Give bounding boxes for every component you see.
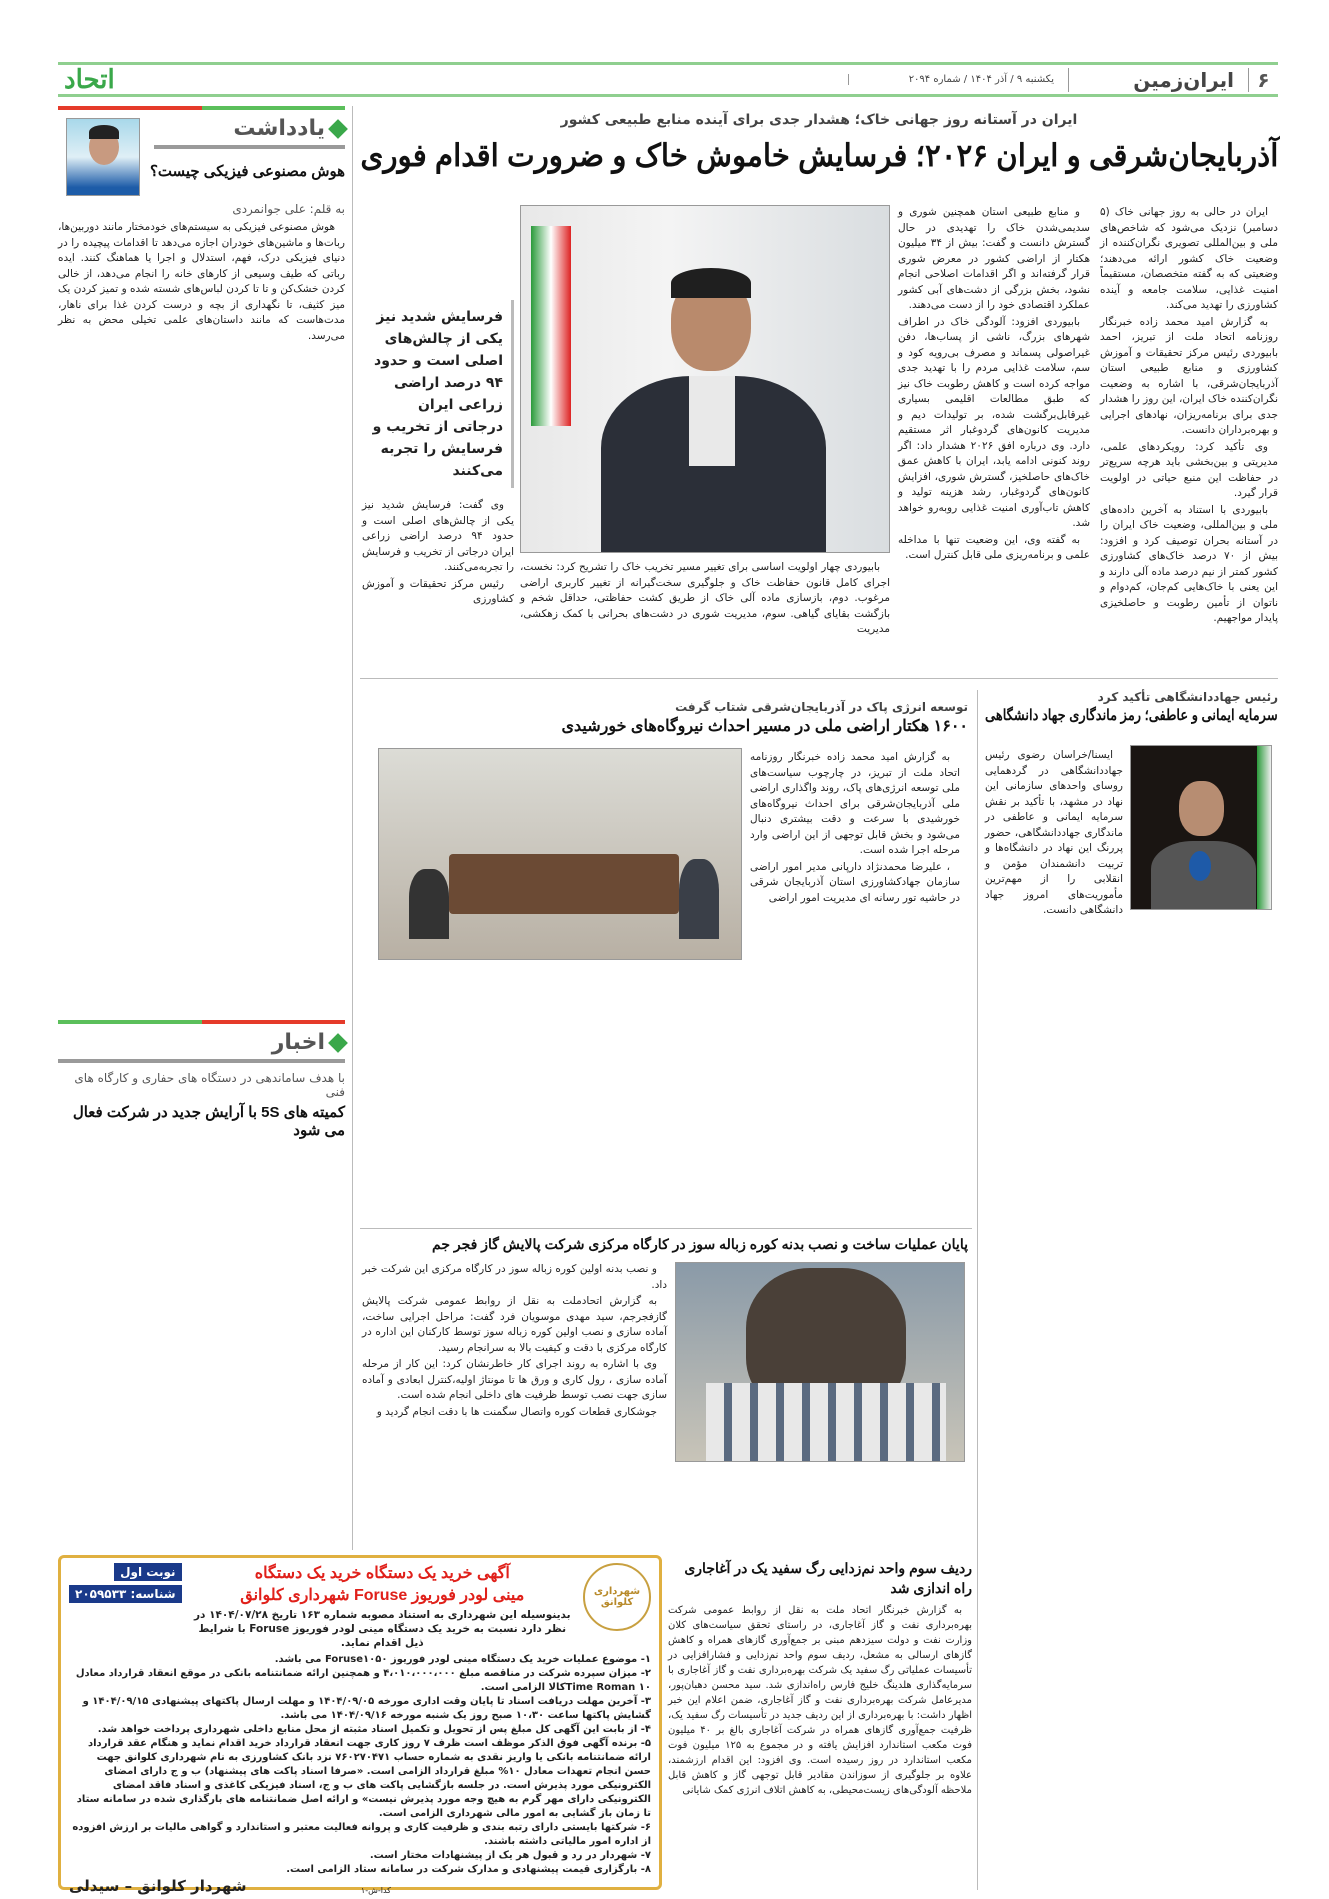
ad-title-line1-box [188, 1563, 577, 1583]
main-article-left-column [362, 300, 514, 609]
jahad-article [985, 690, 1278, 724]
radif-headline: ردیف سوم واحد نم‌زدایی رگ سفید یک در آغاجاری راه اندازی شد [684, 1560, 972, 1596]
main-headline-box [360, 138, 1278, 174]
main-article-column-1 [1100, 205, 1278, 628]
paragraph: و نصب بدنه اولین کوره زباله سوز در کارگاه مرکزی این شرکت خبر داد. [362, 1263, 667, 1291]
note-title: هوش مصنوعی فیزیکی چیست؟ [149, 163, 345, 180]
ad-item: ۱- موضوع عملیات خرید یک دستگاه مینی لودر فوریوز Foruse۱۰۵۰ می باشد. [274, 1654, 651, 1665]
municipality-logo: شهرداری کلوانق [583, 1563, 651, 1631]
ad-item: ۸- بارگزاری قیمت پیشنهادی و مدارک شرکت در سامانه ستاد الزامی است. [286, 1864, 651, 1875]
news-section [58, 1020, 345, 1139]
ad-item: ۲- میزان سپرده شرکت در مناقصه مبلغ ۴،۰۱۰،۰۰۰،۰۰۰ و همچنین ارائه ضمانتنامه بانکی در موقع انعقاد قرارداد معادل Time Roman ۱۰کالا الزامی است. [75, 1668, 651, 1693]
header-bottom-rule [58, 94, 1278, 97]
ad-signature: شهردار کلوانق – سیدلی [69, 1877, 247, 1895]
diamond-icon [328, 119, 348, 139]
ad-title-line2-box [188, 1585, 577, 1605]
news-headline: کمیته های 5S با آرایش جدید در شرکت فعال می شود [72, 1104, 345, 1139]
solar-headline-box [362, 716, 968, 736]
pull-quote: فرسایش شدید نیز یکی از چالش‌های اصلی است و حدود ۹۴ درصد اراضی زراعی ایران درجاتی از تخریب و فرسایش را تجربه می‌کنند [362, 300, 514, 488]
ad-item: ۶- شرکتها بایستی دارای رتبه بندی و ظرفیت کاری و پروانه فعالیت معتبر و استاندارد و گواهی مالیات بر ارزش افزوده از اداره امور مالیاتی داشته باشند. [72, 1822, 651, 1847]
section-label: اخبار [271, 1030, 325, 1055]
paragraph: بابیوردی چهار اولویت اساسی برای تغییر مسیر تخریب خاک را تشریح کرد: نخست، اجرای کامل قانون حفاظت خاک و جلوگیری سخت‌گیرانه از تغییر کاربری اراضی مرغوب. دوم، بازسازی ماده آلی خاک از طریق کشت حفاظتی، حداقل شخم و بازگشت بقایای گیاهی. سوم، مدیریت شوری در دشت‌های بحرانی با کمک زهکشی، مدیریت [520, 561, 890, 635]
news-kicker: با هدف ساماندهی در دستگاه های حفاری و کارگاه های فنی [74, 1071, 345, 1099]
section-title: ایران‌زمین [1068, 68, 1248, 92]
paragraph: و منابع طبیعی استان همچنین شوری و سدیمی‌شدن خاک را تهدیدی در حال گسترش دانست و گفت: بیش از ۳۴ میلیون هکتار از اراضی کشور در معرض شوری قرار گرفته‌اند و اگر اقدامات اصلاحی انجام نشود، بخش بزرگی از دشت‌های آبی کشور عملکرد اقتصادی خود را از دست می‌دهند. [898, 206, 1090, 311]
paragraph: بابیوردی افزود: آلودگی خاک در اطراف شهرهای بزرگ، ناشی از پساب‌ها، دفن غیراصولی پسماند و مصرف بی‌رویه کود و سم، سلامت غذایی مردم را با تهدید جدی مواجه کرده است و کاهش رطوبت خاک نیز که طبق مطالعات اقلیمی بسیاری غیرقابل‌برگشت شده، بر تولیدات دیم و مدیریت کانون‌های گردوغبار اثر مستقیم دارد. وی درباره افق ۲۰۲۶ هشدار داد: اگر روند کنونی ادامه یابد، ایران با کاهش عمق خاک‌های حاصلخیز، گسترش شوری، افزایش کانون‌های گردوغبار، رشد هزینه تولید و کاهش تاب‌آوری امنیت غذایی روبه‌رو خواهد شد. [898, 315, 1090, 529]
section-color-bar [58, 1020, 345, 1024]
ad-title-line1: آگهی خرید یک دستگاه خرید یک دستگاه [254, 1565, 510, 1582]
section-divider [360, 678, 1278, 679]
ad-item: ۷- شهردار در رد و قبول هر یک از پیشنهادات مختار است. [369, 1850, 651, 1861]
paragraph: به گزارش اتحادملت به نقل از روابط عمومی شرکت پالایش گازفجرجم، سید مهدی موسویان فرد گفت: مراحل اجرایی ساخت، آماده سازی و نصب اولین کوره زباله سوز توسط کارکنان این اداره در کارگاه مرکزی با دقت و کیفیت بالا به سرانجام رسید. [362, 1295, 667, 1354]
solar-body [750, 750, 960, 907]
jahad-body [985, 748, 1123, 920]
note-section [58, 106, 345, 345]
paragraph: ، علیرضا محمدنژاد دارپانی مدیر امور اراضی سازمان جهادکشاورزی استان آذربایجان شرقی در حاشیه تور رسانه ای مدیریت امور اراضی [750, 860, 960, 904]
ad-intro: بدینوسیله این شهرداری به استناد مصوبه شماره ۱۶۳ تاریخ ۱۴۰۴/۰۷/۲۸ در نظر دارد نسبت به خرید یک دستگاه مینی لودر فوریوز Foruse با شرایط ذیل اقدام نماید. [193, 1609, 571, 1649]
author-photo [66, 118, 140, 196]
paragraph: وی تأکید کرد: رویکردهای علمی، مدیریتی و بین‌بخشی باید هرچه سریع‌تر در حفاظت این منبع حیاتی در اولویت قرار گیرد. [1100, 440, 1278, 499]
main-headline: آذربایجان‌شرقی و ایران ۲۰۲۶؛ فرسایش خاموش خاک و ضرورت اقدام فوری [360, 138, 1278, 173]
main-article-column-2 [898, 205, 1090, 565]
note-author: به قلم: علی جوانمردی [232, 202, 345, 216]
column-divider [977, 690, 978, 1890]
paragraph: بابیوردی با استناد به آخرین داده‌های ملی و بین‌المللی، وضعیت خاک ایران را در آستانه بحران توصیف کرد و افزود: بیش از ۷۰ درصد خاک‌های کشاورزی کشور کمتر از نیم درصد ماده آلی دارند و این یعنی با خاک‌هایی کم‌جان، کم‌دوام و ناتوان از تأمین رطوبت و حاصلخیزی پایدار مواجهیم. [1100, 503, 1278, 624]
jahad-headline-box [985, 706, 1278, 724]
radif-article [668, 1558, 972, 1799]
news-section-header [58, 1030, 345, 1063]
ad-item: ۳- آخرین مهلت دریافت اسناد تا پایان وقت اداری مورخه ۱۴۰۴/۰۹/۰۵ و مهلت ارسال پاکتهای پیشنهادی ۱۴۰۴/۰۹/۱۵ و گشایش پاکتها ساعت ۱۰،۳۰ صبح روز یک شنبه مورخه ۱۴۰۴/۰۹/۱۶ می باشد. [82, 1696, 651, 1721]
ad-item: ۴- از بابت این آگهی کل مبلغ پس از تحویل و تکمیل اسناد مثبته از محل منابع داخلی شهرداری پرداخت خواهد شد. [97, 1724, 651, 1735]
paragraph: به گزارش خبرنگار اتحاد ملت به نقل از روابط عمومی شرکت بهره‌برداری نفت و گاز آغاجاری، در راستای تحقق سیاست‌های کلان وزارت نفت و دولت سیزدهم مبنی بر جمع‌آوری گازهای همراه و کاهش گازهای ارسالی به مشعل، ردیف سوم واحد نم‌زدایی و فشارافزایی در تأسیسات عملیاتی رگ سفید یک شرکت بهره‌برداری نفت و گاز آغاجاری با سرمایه‌گذاری هلدینگ خلیج فارس راه‌اندازی شد. سید محسن دهبان‌پور، مدیرعامل شرکت بهره‌برداری نفت و گاز آغاجاری، ضمن اعلام این خبر اظهار داشت: با بهره‌برداری از این ردیف جدید در تأسیسات رگ سفید یک، ظرفیت جمع‌آوری گازهای همراه در شرکت آغاجاری بالغ بر ۴۰ میلیون فوت مکعب استاندارد افزایش یافته و در مجموع به ۱۲۵ میلیون فوت مکعب استاندارد در روز رسیده است. وی افزود: این اقدام ارزشمند، علاوه بر جلوگیری از سوزاندن مقادیر قابل توجهی گاز و کاهش قابل ملاحظه آلودگی‌های زیست‌محیطی، به کاهش اتلاف انرژی کمک شایانی [668, 1605, 972, 1796]
jahad-photo [1130, 745, 1272, 910]
gas-furnace-photo [675, 1262, 965, 1462]
paragraph: وی گفت: فرسایش شدید نیز یکی از چالش‌های اصلی است و حدود ۹۴ درصد اراضی زراعی ایران درجاتی از تخریب و فرسایش را تجربه‌می‌کنند. [362, 499, 514, 573]
note-paragraph: هوش مصنوعی فیزیکی به سیستم‌های خودمختار مانند دوربین‌ها، ربات‌ها و ماشین‌های خودران اجازه می‌دهد تا اقدامات پیچیده را در دنیای فیزیکی درک، فهم، استدلال و اجرا یا هماهنگ کنند. ایده رباتی که طیف وسیعی از کارهای خانه را انجام می‌دهد، از خالی کردن خشک‌کن و تا تا کردن لباس‌های شسته شده و تمیز کردن یک میز کثیف، تا نگهداری از بچه و درست کردن غذا برای ناهار، مدت‌هاست که مانند داستان‌های علمی تخیلی محض به نظر می‌رسد. [58, 221, 345, 342]
advertisement [58, 1555, 662, 1895]
gas-body [362, 1262, 667, 1421]
jahad-kicker: رئیس جهاددانشگاهی تأکید کرد [1097, 690, 1278, 704]
main-kicker: ایران در آستانه روز جهانی خاک؛ هشدار جدی برای آینده منابع طبیعی کشور [560, 112, 1078, 128]
main-article [360, 112, 1278, 174]
main-article-photo [520, 205, 890, 553]
ad-id-badge: شناسه: ۲۰۵۹۵۳۳ [69, 1585, 182, 1603]
ad-code: کدا-ش-۱ [360, 1886, 391, 1895]
solar-article [362, 700, 968, 736]
paragraph: ایران در حالی به روز جهانی خاک (۵ دسامبر) نزدیک می‌شود که شاخص‌های ملی و بین‌المللی تصویری نگران‌کننده از وضعیت خاک کشور ارائه می‌دهند؛ وضعیتی که به گفته متخصصان، مستقیماً امنیت غذایی، سلامت جامعه و آینده کشاورزی را تهدید می‌کند. [1100, 206, 1278, 311]
paragraph: به گفته وی، این وضعیت تنها با مداخله علمی و برنامه‌ریزی ملی قابل کنترل است. [898, 533, 1090, 561]
ad-item: ۵- برنده آگهی فوق الذکر موظف است ظرف ۷ روز کاری جهت انعقاد قرارداد خرید اقدام نماید و هنگام عقد قرارداد ارائه ضمانتنامه بانکی یا واریز نقدی به شماره حساب ۷۶۰۲۷۰۴۷۱ نزد بانک کشاورزی به نام شهرداری کلوانق جهت حسن انجام تعهدات معادل ۱۰% مبلغ قرارداد الزامی است. «صرفا اسناد پاکت های پیشنهاد) ب و ج دارای امضای الکترونیکی مورد پذیرش است. در جلسه بازگشایی پاکت های ب و ج، اسناد فیزیکی کاغذی و اسناد فاقد امضای الکترونیکی دارای مهر گرم به هیچ وجه مورد پذیرش نیست» و ارائه اصل ضمانتنامه های بارگذاری شده در سامانه ستاد تا زمان باز گشایی به امور مالی شهرداری الزامی است. [76, 1738, 651, 1819]
gas-headline-box [362, 1236, 968, 1253]
diamond-icon [328, 1033, 348, 1053]
ad-round-badge: نوبت اول [114, 1563, 181, 1581]
paragraph: جوشکاری قطعات کوره واتصال سگمنت ها با دقت انجام گردید و [376, 1405, 657, 1418]
paragraph: وی با اشاره به روند اجرای کار خاطرنشان کرد: این کار از مرحله آماده سازی ، رول کاری و ورق ها تا مونتاژ اولیه،کنترل ابعادی و آماده سازی جهت نصب توسط ظرفیت های داخلی انجام شده است. [362, 1358, 667, 1401]
solar-headline: ۱۶۰۰ هکتار اراضی ملی در مسیر احداث نیروگاه‌های خورشیدی [561, 718, 968, 735]
paragraph: رئیس مرکز تحقیقات و آموزش کشاورزی [362, 577, 514, 605]
solar-kicker: توسعه انرژی پاک در آذربایجان‌شرقی شتاب گرفت [675, 700, 968, 714]
section-divider [360, 1228, 972, 1229]
column-divider [352, 106, 353, 1550]
paragraph: ایسنا/خراسان رضوی رئیس جهاددانشگاهی در گردهمایی روسای واحدهای سازمانی این نهاد در مشهد، با تأکید بر نقش سرمایه ایمانی و عاطفی در ماندگاری جهاددانشگاهی، حضور پررنگ این نهاد در دانشگاه‌ها و تربیت دانشمندان مؤمن و انقلابی را از مهم‌ترین مأموریت‌های امروز جهاد دانشگاهی دانست. [985, 749, 1123, 916]
dateline: یکشنبه ۹ / آذر ۱۴۰۴ / شماره ۲۰۹۴ [848, 74, 1068, 85]
page-number: ۶ [1248, 68, 1278, 92]
paragraph: به گزارش امید محمد زاده خبرنگار روزنامه اتحاد ملت از تبریز، احمد بابیوردی رئیس مرکز تحقیقات و آموزش کشاورزی و منابع طبیعی استان آذربایجان‌شرقی، با اشاره به وضعیت نگران‌کننده خاک ایران، این روز را هشدار جدی برای برنامه‌ریزان، نهادهای اجرایی و بهره‌برداران دانست. [1100, 315, 1278, 436]
paragraph: به گزارش امید محمد زاده خبرنگار روزنامه اتحاد ملت از تبریز، در چارچوب سیاست‌های ملی توسعه انرژی‌های پاک، روند واگذاری اراضی ملی آذربایجان‌شرقی برای احداث نیروگاه‌های خورشیدی با سرعت و دقت بیشتری دنبال می‌شود و بخش قابل توجهی از این اراضی وارد مرحله اجرا شده است. [750, 751, 960, 856]
gas-headline: پایان عملیات ساخت و نصب بدنه کوره زباله سوز در کارگاه مرکزی شرکت پالایش گاز فجر جم [432, 1236, 968, 1252]
main-article-under-photo [520, 560, 890, 639]
ad-title-line2: مینی لودر فوریوز Foruse شهرداری کلوانق [240, 1587, 525, 1604]
newspaper-logo: اتحاد [64, 64, 115, 95]
section-label: یادداشت [233, 116, 325, 141]
jahad-headline: سرمایه ایمانی و عاطفی؛ رمز ماندگاری جهاد دانشگاهی [985, 707, 1278, 724]
page-header [58, 65, 1278, 94]
solar-meeting-photo [378, 748, 742, 960]
